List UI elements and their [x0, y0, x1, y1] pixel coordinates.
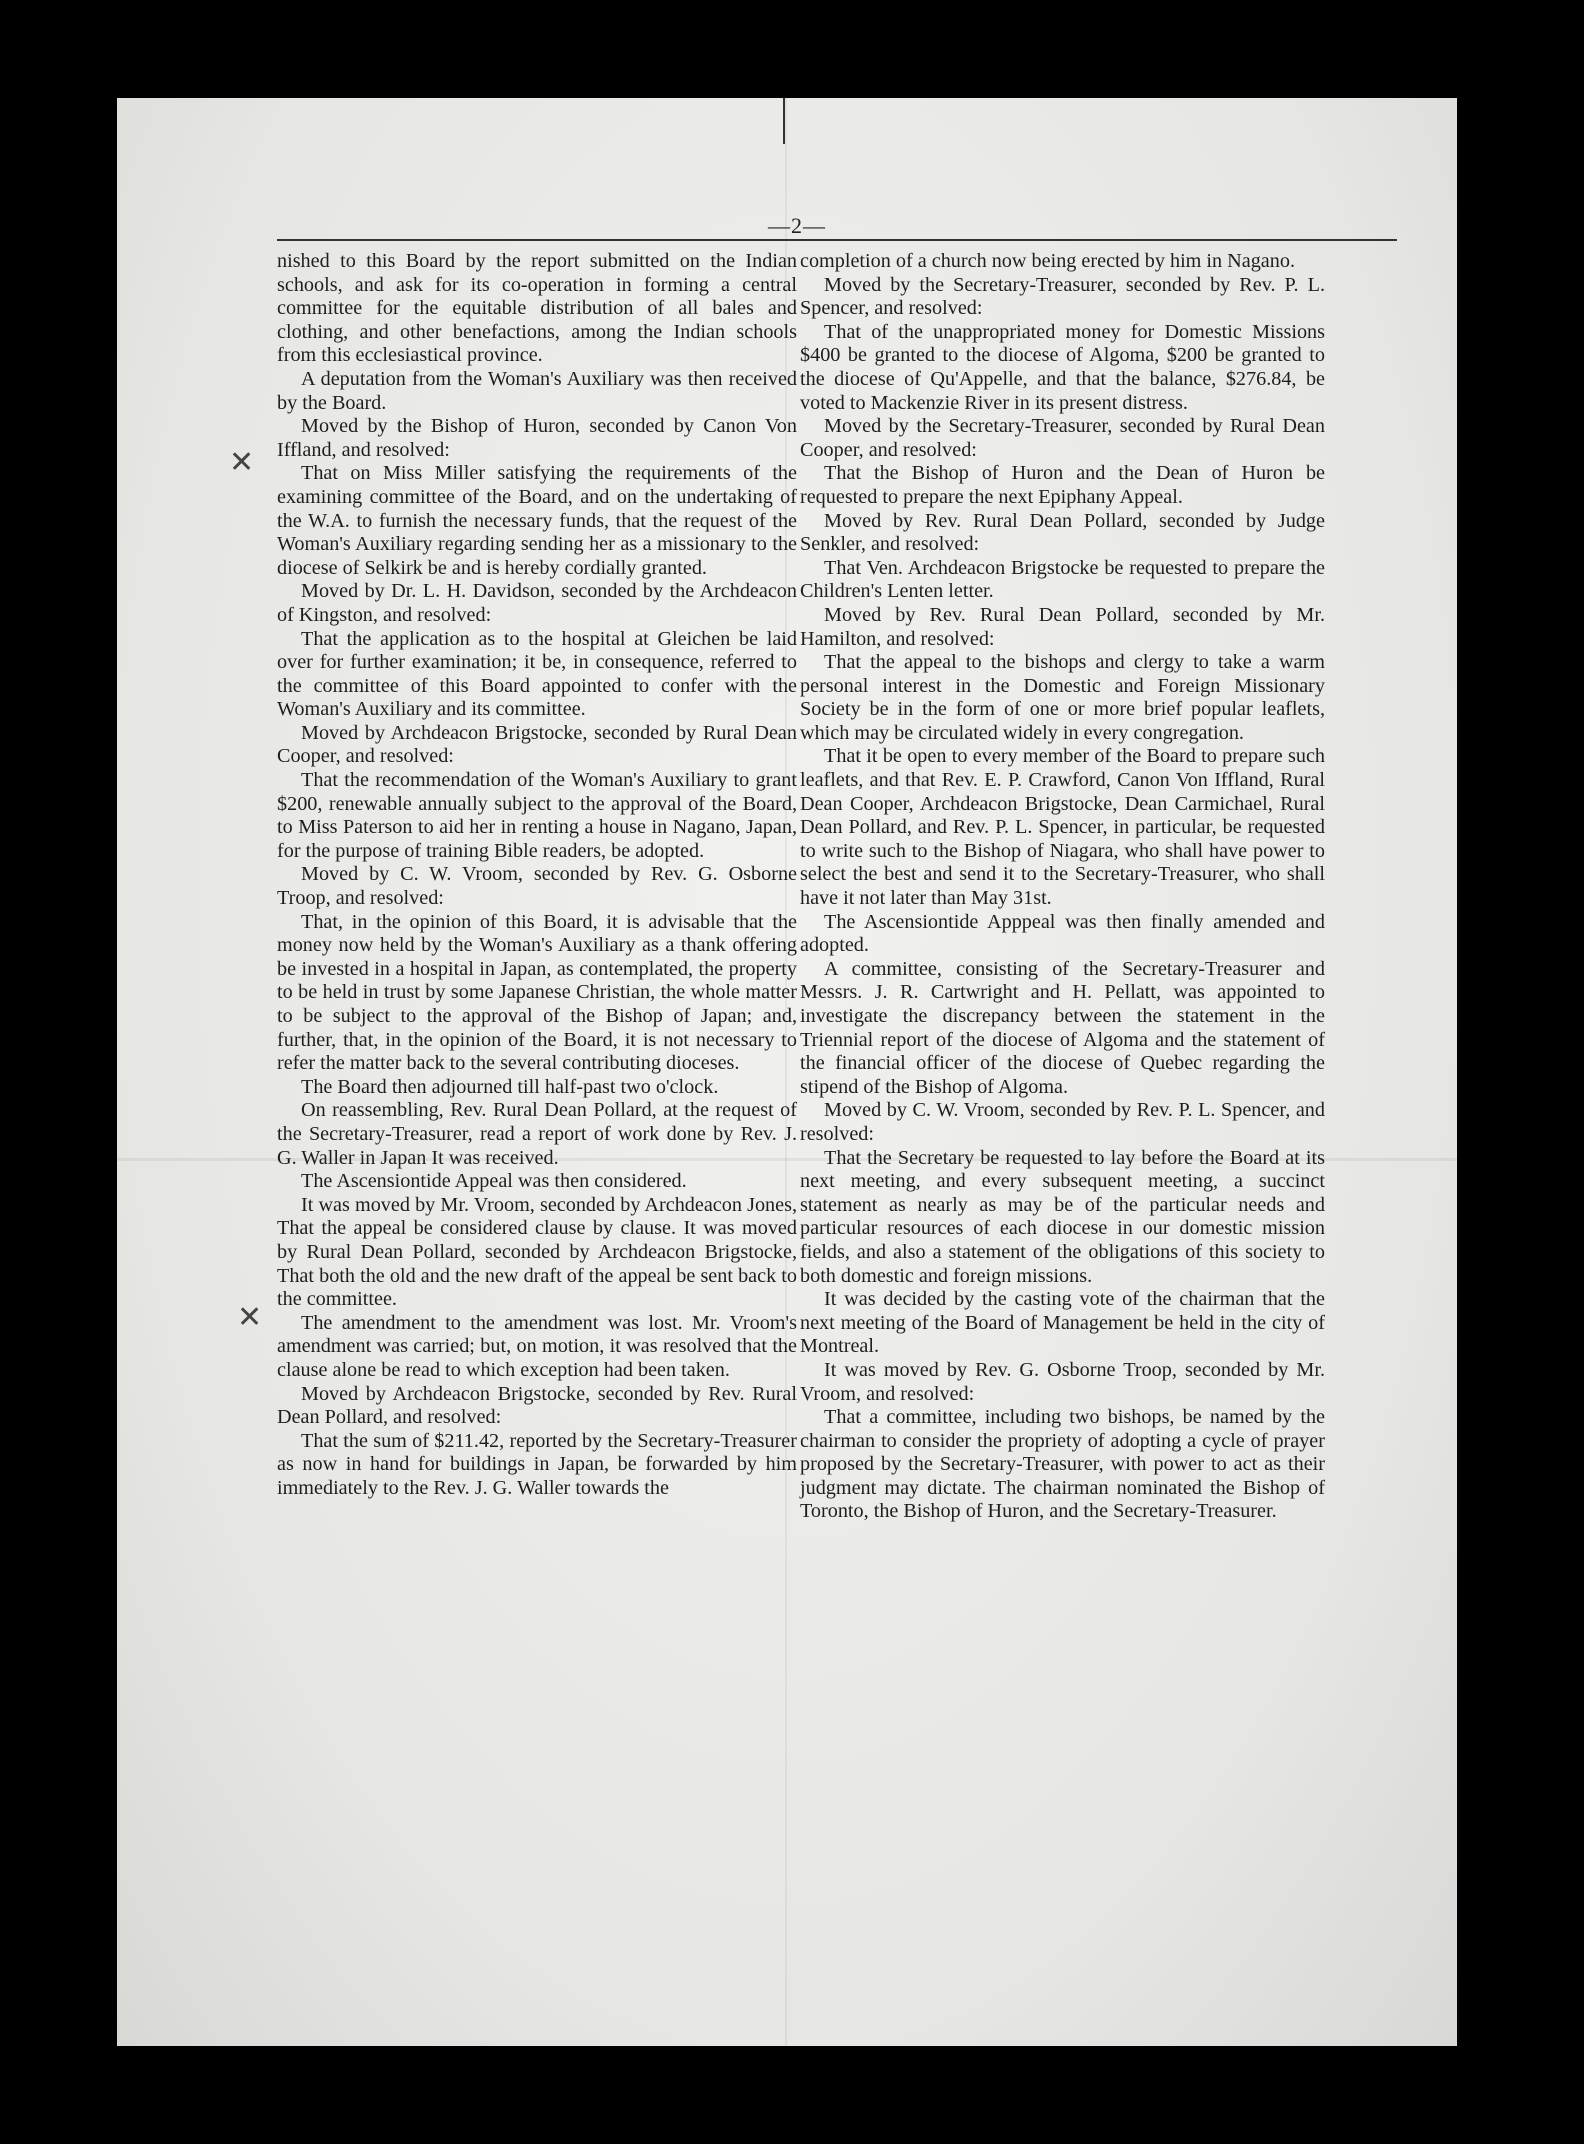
paragraph: The amendment to the amendment was lost. Mr. Vroom's amendment was carried; but, on motion, it was resolved that the clause alone be read to which exception had been taken.: [277, 1311, 797, 1381]
paragraph: It was decided by the casting vote of the chairman that the next meeting of the Board of Management be held in the city of Montreal.: [800, 1288, 1325, 1358]
top-margin-mark: [783, 98, 785, 144]
paragraph: On reassembling, Rev. Rural Dean Pollard, at the request of the Secretary-Treasurer, read a report of work done by Rev. J. G. Waller in Japan It was received.: [277, 1099, 797, 1169]
right-column: [800, 250, 1325, 1524]
paragraph: That the sum of $211.42, reported by the Secretary-Treasurer as now in hand for buildings in Japan, be forwarded by him immediately to the Rev. J. G. Waller towards the: [277, 1429, 797, 1499]
paragraph: Moved by the Bishop of Huron, seconded by Canon Von Iffland, and resolved:: [277, 415, 797, 461]
left-column: [277, 250, 797, 1500]
paragraph: Moved by the Secretary-Treasurer, seconded by Rev. P. L. Spencer, and resolved:: [800, 273, 1325, 320]
paragraph: A deputation from the Woman's Auxiliary was then received by the Board.: [277, 367, 797, 414]
paragraph: That on Miss Miller satisfying the requirements of the examining committee of the Board, and on the undertaking of the W.A. to furnish the necessary funds, that the request of the Woman's Auxiliary regarding sending her as a missionary to the diocese of Selkirk be and is hereby cordially granted.: [277, 462, 797, 579]
paragraph: The Board then adjourned till half-past two o'clock.: [301, 1075, 719, 1098]
paragraph: That Ven. Archdeacon Brigstocke be requested to prepare the Children's Lenten letter.: [800, 556, 1325, 603]
paragraph: completion of a church now being erected by him in Nagano.: [800, 250, 1295, 272]
paragraph: Moved by C. W. Vroom, seconded by Rev. G. Osborne Troop, and resolved:: [277, 863, 797, 910]
paragraph: Moved by the Secretary-Treasurer, seconded by Rural Dean Cooper, and resolved:: [800, 415, 1325, 461]
paragraph: The Ascensiontide Appeal was then considered.: [301, 1170, 687, 1193]
paragraph: Moved by Archdeacon Brigstocke, seconded by Rev. Rural Dean Pollard, and resolved:: [277, 1382, 797, 1429]
paragraph: That it be open to every member of the Board to prepare such leaflets, and that Rev. E. P. Crawford, Canon Von Iffland, Rural Dean Cooper, Archdeacon Brigstocke, Dean Carmichael, Rural Dean Pollard, and Rev. P. L. Spencer, in particular, be requested to write such to the Bishop of Niagara, who shall have power to select the best and send it to the Secretary-Treasurer, who shall have it not later than May 31st.: [800, 745, 1325, 910]
paragraph: nished to this Board by the report submitted on the Indian schools, and ask for its co-operation in forming a central committee for the equitable distribution of all bales and clothing, and other benefactions, among the Indian schools from this ecclesiastical province.: [277, 250, 797, 367]
paragraph: Moved by Rev. Rural Dean Pollard, seconded by Judge Senkler, and resolved:: [800, 509, 1325, 556]
paragraph: A committee, consisting of the Secretary-Treasurer and Messrs. J. R. Cartwright and H. Pellatt, was appointed to investigate the discrepancy between the statement in the Triennial report of the diocese of Algoma and the statement of the financial officer of the diocese of Quebec regarding the stipend of the Bishop of Algoma.: [800, 957, 1325, 1098]
margin-x-mark: ✕: [229, 445, 255, 480]
paragraph: That a committee, including two bishops, be named by the chairman to consider the propriety of adopting a cycle of prayer proposed by the Secretary-Treasurer, with power to act as their judgment may dictate. The chairman nominated the Bishop of Toronto, the Bishop of Huron, and the Secretary-Treasurer.: [800, 1406, 1325, 1523]
paragraph: That the application as to the hospital at Gleichen be laid over for further examination; it be, in consequence, referred to the committee of this Board appointed to confer with the Woman's Auxiliary and its committee.: [277, 627, 797, 721]
paragraph: That the recommendation of the Woman's Auxiliary to grant $200, renewable annually subject to the approval of the Board, to Miss Paterson to aid her in renting a house in Nagano, Japan, for the purpose of training Bible readers, be adopted.: [277, 769, 797, 862]
document-page: [117, 98, 1457, 2046]
paragraph: It was moved by Mr. Vroom, seconded by Archdeacon Jones, That the appeal be considered clause by clause. It was moved by Rural Dean Pollard, seconded by Archdeacon Brigstocke, That both the old and the new draft of the appeal be sent back to the committee.: [277, 1193, 797, 1311]
margin-x-mark: ✕: [237, 1300, 263, 1335]
header-rule: [277, 239, 1397, 241]
paragraph: That, in the opinion of this Board, it is advisable that the money now held by the Woman's Auxiliary as a thank offering be invested in a hospital in Japan, as contemplated, the property to be held in trust by some Japanese Christian, the whole matter to be subject to the approval of the Bishop of Japan; and, further, that, in the opinion of the Board, it is not necessary to refer the matter back to the several contributing dioceses.: [277, 910, 797, 1075]
page-number: —2—: [768, 213, 826, 238]
paragraph: Moved by C. W. Vroom, seconded by Rev. P. L. Spencer, and resolved:: [800, 1099, 1325, 1145]
paragraph: It was moved by Rev. G. Osborne Troop, seconded by Mr. Vroom, and resolved:: [800, 1358, 1325, 1405]
paragraph: That of the unappropriated money for Domestic Missions $400 be granted to the diocese of Algoma, $200 be granted to the diocese of Qu'Appelle, and that the balance, $276.84, be voted to Mackenzie River in its present distress.: [800, 320, 1325, 414]
paragraph: Moved by Rev. Rural Dean Pollard, seconded by Mr. Hamilton, and resolved:: [800, 603, 1325, 650]
paragraph: That the appeal to the bishops and clergy to take a warm personal interest in the Domestic and Foreign Missionary Society be in the form of one or more brief popular leaflets, which may be circulated widely in every congregation.: [800, 651, 1325, 744]
paragraph: The Ascensiontide Apppeal was then finally amended and adopted.: [800, 910, 1325, 957]
paragraph: That the Secretary be requested to lay before the Board at its next meeting, and every subsequent meeting, a succinct statement as nearly as may be of the particular needs and particular resources of each diocese in our domestic mission fields, and also a statement of the obligations of this society to both domestic and foreign missions.: [800, 1146, 1325, 1287]
paragraph: Moved by Archdeacon Brigstocke, seconded by Rural Dean Cooper, and resolved:: [277, 721, 797, 768]
paragraph: Moved by Dr. L. H. Davidson, seconded by the Archdeacon of Kingston, and resolved:: [277, 580, 797, 626]
paragraph: That the Bishop of Huron and the Dean of Huron be requested to prepare the next Epiphany Appeal.: [800, 462, 1325, 508]
